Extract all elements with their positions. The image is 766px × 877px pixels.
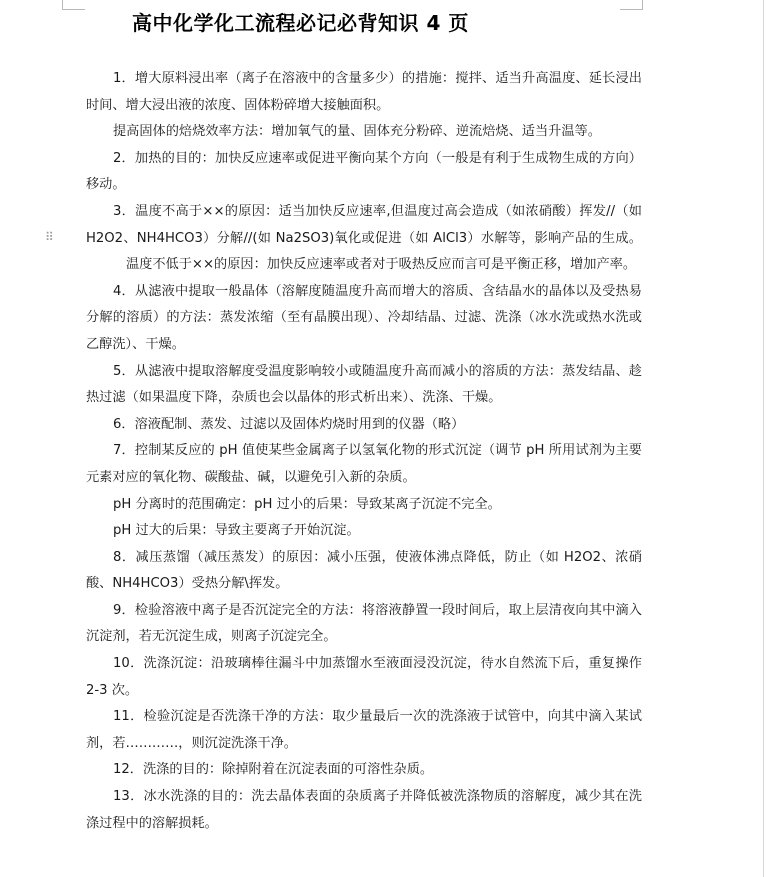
page-right-border [763, 0, 764, 877]
paragraph-9: 9．检验溶液中离子是否沉淀完全的方法：将溶液静置一段时间后，取上层清夜向其中滴入沉淀剂，若无沉淀生成，则离子沉淀完全。 [86, 602, 642, 645]
document-body [86, 66, 642, 837]
paragraph-8: 8．减压蒸馏（减压蒸发）的原因：减小压强，使液体沸点降低，防止（如 H2O2、浓硝酸、NH4HCO3）受热分解\挥发。 [86, 549, 642, 592]
document-title: 高中化学化工流程必记必背知识 4 页 [132, 11, 469, 35]
paragraph-3 [86, 199, 642, 279]
paragraph-5: 5．从滤液中提取溶解度受温度影响较小或随温度升高而减小的溶质的方法：蒸发结晶、趁热过滤（如果温度下降，杂质也会以晶体的形式析出来）、洗涤、干燥。 [86, 363, 642, 406]
page-corner-mark-left [62, 0, 85, 10]
paragraph-13: 13．冰水洗涤的目的：洗去晶体表面的杂质离子并降低被洗涤物质的溶解度，减少其在洗涤过程中的溶解损耗。 [86, 789, 642, 831]
paragraph-ph-high: pH 过大的后果：导致主要离子开始沉淀。 [113, 523, 360, 539]
paragraph-11: 11．检验沉淀是否洗涤干净的方法：取少量最后一次的洗涤液于试管中，向其中滴入某试剂，若…………，则沉淀洗涤干净。 [86, 709, 642, 751]
paragraph-12: 12．洗涤的目的：除掉附着在沉淀表面的可溶性杂质。 [113, 762, 434, 778]
paragraph-3-continued: 温度不低于××的原因：加快反应速率或者对于吸热反应而言可是平衡正移，增加产率。 [126, 257, 637, 273]
paragraph-10: 10．洗涤沉淀：沿玻璃棒往漏斗中加蒸馏水至液面浸没沉淀，待水自然流下后，重复操作 2-3 次。 [86, 656, 642, 698]
paragraph-roasting: 提高固体的焙烧效率方法：增加氧气的量、固体充分粉碎、逆流焙烧、适当升温等。 [113, 124, 601, 140]
paragraph-2: 2．加热的目的：加快反应速率或促进平衡向某个方向（一般是有利于生成物生成的方向）移动。 [86, 150, 642, 193]
paragraph-4: 4．从滤液中提取一般晶体（溶解度随温度升高而增大的溶质、含结晶水的晶体以及受热易分解的溶质）的方法：蒸发浓缩（至有晶膜出现）、冷却结晶、过滤、洗涤（冰水洗或热水洗或乙醇洗）、干燥。 [86, 283, 642, 352]
drag-handle-icon[interactable]: ⠿ [45, 230, 53, 244]
paragraph-7: 7．控制某反应的 pH 值使某些金属离子以氢氧化物的形式沉淀（调节 pH 所用试剂为主要元素对应的氧化物、碳酸盐、碱，以避免引入新的杂质。 [86, 443, 642, 485]
paragraph-6: 6．溶液配制、蒸发、过滤以及固体灼烧时用到的仪器（略） [113, 416, 465, 432]
paragraph-1: 1．增大原料浸出率（离子在溶液中的含量多少）的措施：搅拌、适当升高温度、延长浸出时间、增大浸出液的浓度、固体粉碎增大接触面积。 [86, 71, 642, 113]
paragraph-ph-range: pH 分离时的范围确定：pH 过小的后果：导致某离子沉淀不完全。 [113, 496, 501, 512]
paragraph-3-text: 3．温度不高于××的原因：适当加快反应速率,但温度过高会造成（如浓硝酸）挥发//（如 H2O2、NH4HCO3）分解//(如 Na2SO3)氧化或促进（如 AlCl3）水解等，影响产品的生成。 [86, 203, 642, 246]
